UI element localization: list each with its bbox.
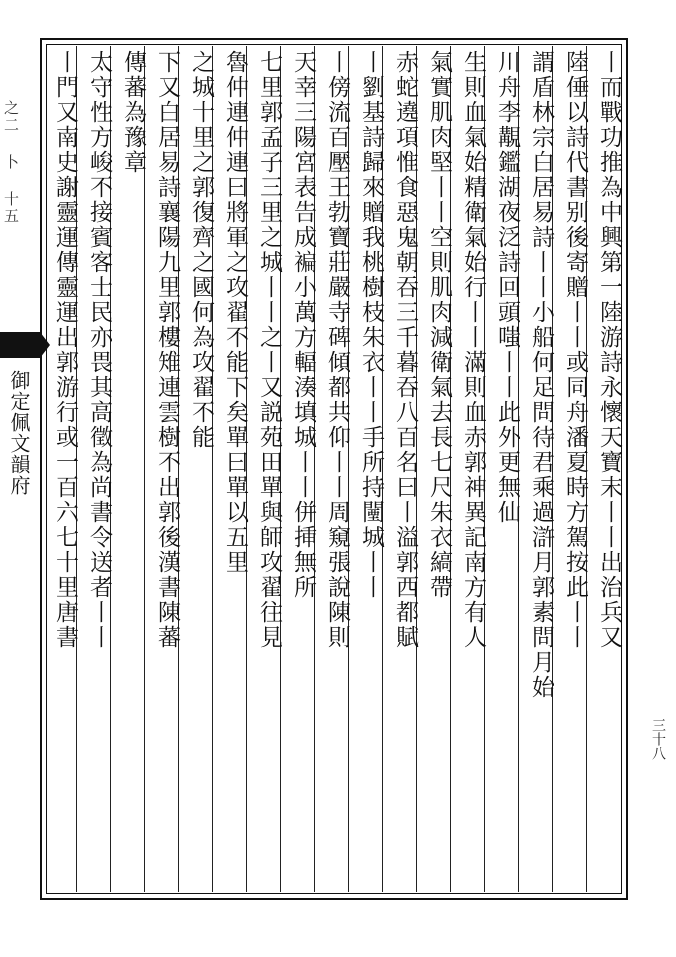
text-column: 丨門又南史謝靈運傳靈運出郭游行或一百六七十里唐書 [52, 50, 78, 650]
text-column: 下又白居易詩襄陽九里郭樓雉連雲樹不出郭後漢書陳蕃 [154, 50, 180, 650]
spine-margin [0, 40, 36, 900]
text-column: 之城十里之郭復齊之國何為攻翟不能 [188, 50, 214, 450]
fish-tail-mark [0, 332, 40, 358]
text-column: 天幸三陽宮表告成褊小萬方輻湊填城丨丨併挿無所 [290, 50, 316, 600]
book-title: 御定佩文韻府 [7, 370, 31, 496]
text-column: 生則血氣始精衛氣始行丨丨滿則血赤郭神異記南方有人 [460, 50, 486, 650]
text-column: 丨而戰功推為中興第一陸游詩永懷天寶末丨丨出治兵又 [596, 50, 622, 650]
text-column: 魯仲連仲連曰將軍之攻翟不能下矣單曰單以五里 [222, 50, 248, 575]
text-column: 丨劉基詩歸來贈我桃樹枝朱衣丨丨手所持闉城丨丨 [358, 50, 384, 600]
text-column: 傳蕃為豫章 [120, 50, 146, 175]
text-column: 太守性方峻不接賓客士民亦畏其高徵為尚書令送者丨丨 [86, 50, 112, 650]
spine-marks: 之二 卜 十五 [2, 100, 20, 225]
text-column: 川舟李覯鑑湖夜泛詩回頭嗤丨丨此外更無仙 [494, 50, 520, 525]
text-column: 丨傍流百壓王勃寶莊嚴寺碑傾都共仰丨丨周窺張說陳則 [324, 50, 350, 650]
text-column: 赤蛇遶項惟食惡鬼朝吞三千暮吞八百名曰丨溢郭西都賦 [392, 50, 418, 650]
text-column: 謂盾林宗白居易詩丨丨小船何足問待君乘過滸月郭素問月始 [528, 50, 554, 700]
text-column: 氣實肌肉堅丨丨空則肌肉減衛氣去長七尺朱衣縞帶 [426, 50, 452, 600]
text-column: 七里郭孟子三里之城丨丨之丨又説苑田單與師攻翟往見 [256, 50, 282, 650]
text-column: 陸倕以詩代書别後寄贈丨丨或同舟潘夏時方駕按此丨丨 [562, 50, 588, 650]
folio-number: 三十八 [650, 718, 666, 760]
